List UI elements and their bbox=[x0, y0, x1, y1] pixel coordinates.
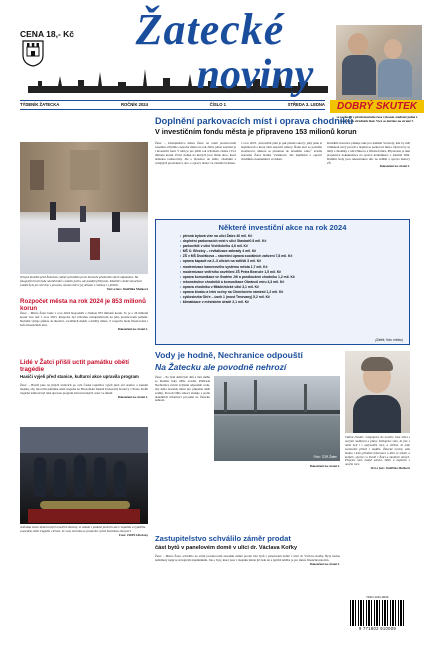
firefighters-photo bbox=[20, 427, 148, 524]
investment-item: • oprava kiosku a letní scény na Chmelovém náměstí 1,2 mil. Kč bbox=[180, 290, 399, 295]
lead-col2-text: v roce 2023. „Investiční plán je pak přesně takový, jaký jsme si naplánovali a který nám sestavili odbory. Řadu akcí se podařilo zrealizovat, některé se přesunou do letošního roku,“ uvedla starostka Žatce Radka Vlasáková. Jde například o opravu chodníků a komunikací ve městě. bbox=[241, 141, 322, 161]
investment-item: • ZŠ v MŠ Dvořákova – stavební úprava sociálních zařízení 7,8 mil. Kč bbox=[180, 254, 399, 259]
approval-title: Zastupitelstvo schválilo záměr prodat bbox=[155, 534, 291, 543]
lead-continue: Dokončení na straně 2. bbox=[379, 164, 410, 169]
masthead-info-bar bbox=[20, 102, 325, 107]
lead-col3-text: Rozsáhlé investice plánuje také pro náměstí Svobody, kde by měl vzniknout nový povrch a doplnit se parkovací místa. Opravit by se měly i chodníky v ulici Husova a Obránců míru. Připravena je také projektová dokumentace na opravu komunikací v lokalitě Jižní. Dalšími body jsou rekonstrukce ulic na sídlišti a oprava budovy ZŠ. Dokončení na straně 2. bbox=[327, 141, 410, 169]
budget-continue: Dokončení na straně 2. bbox=[117, 326, 148, 331]
barcode bbox=[345, 595, 410, 635]
investments-credit: (Zatěk, foto: město) bbox=[375, 338, 403, 342]
investment-item: • MŠ O. Březiny – revitalizace zahrady 4 mil. Kč bbox=[180, 249, 399, 254]
city-coat-of-arms bbox=[22, 40, 44, 67]
water-text-continue: Dokončení na straně 2. bbox=[309, 464, 340, 468]
tragedy-subtitle: Hasiči vyjeli před stanice, kulturní akce upravila program bbox=[20, 374, 139, 379]
investments-box bbox=[155, 219, 410, 345]
masthead-subtitle bbox=[175, 54, 335, 96]
issue-label: ČÍSLO 1 bbox=[209, 102, 226, 107]
investments-title: Některé investiční akce na rok 2024 bbox=[218, 223, 347, 232]
water-photo bbox=[214, 376, 340, 461]
investment-item: • oprava kapacit na 2–3 ulicích na sídlišti 3 mil. Kč bbox=[180, 259, 399, 264]
right-column-text: Vážení čtenáři, vstupujeme do nového roku 2024 s novými nadějemi a plány. Děkujeme vám, že jste s námi byli i v uplynulém roce, a věříme, že nám zachováte přízeň i nadále. Žatecké noviny vám budou i letos přinášet informace o dění ve městě, o kultuře, sportu i o životě v Žatci a okolních obcích. Přejeme vám hodně zdraví, štěstí a úspěchů v novém roce. Text a foto: Jindřiška Mašková bbox=[345, 435, 410, 471]
investment-item: • doplnění parkovacích míst v ulici Stavbařů 8 mil. Kč bbox=[180, 239, 399, 244]
masthead-title bbox=[100, 5, 320, 54]
lead-subtitle: V investičním fondu města je připraveno 153 milionů korun bbox=[155, 127, 357, 136]
water-text: Žatec – Po řadě deštivých dnů a tání sněhu se hladina řeky Ohře zvedla. Přehrada Nechranice začala zvýšeně odpouštět vodu, aby měla dostatek místa pro případné další srážky. Povodí Ohře situaci sleduje a podle aktuálních informací povodně na Žatecku nehrozí. bbox=[155, 375, 210, 403]
volume-label: ROČNÍK 2024 bbox=[120, 102, 148, 107]
investment-item: • klimatizace v městském úřadě 2,1 mil. Kč bbox=[180, 300, 399, 305]
investment-item: • parkoviště v ulici Vrchlického 4,6 mil. Kč bbox=[180, 244, 399, 249]
barcode-number: 9 771802 910009 bbox=[358, 626, 397, 631]
investment-item: • oprava komunikace ve Svatém Jiří a prodloužení chodníku 1,2 mil. Kč bbox=[180, 275, 399, 280]
masthead-rule-top bbox=[20, 100, 325, 101]
lead-photo-caption: Veřejné kluziště před Žateckou radnicí přivábilo první bruslaře především starší odpoledne. Na fotografii bruslí řada návštěvníků v malém počtu, ale později přibývalo. Kluziště v době vánočních svátků bylo po celé dny v provozu, mnoho lidí si jej užívalo s rodinou i s přáteli. Text a foto: Jindřiška Mašková bbox=[20, 275, 148, 291]
lead-photo-credit: Text a foto: Jindřiška Mašková bbox=[106, 286, 148, 291]
promo-badge: DOBRÝ SKUTEK bbox=[330, 100, 424, 113]
approval-continue: Dokončení na straně 2. bbox=[309, 561, 340, 566]
tragedy-continue: Dokončení na straně 2. bbox=[117, 394, 148, 399]
budget-text: Žatec – Město Žatec bude v roce 2024 hospodařit s částkou 853 milionů korun. To je o 26 milionů korun více než v roce 2023. Rozpočet byl schválen zastupitelstvem na jeho prosincovém jednání. Největší výdaje půjdou do školství, sociálních služeb a údržby města. Z rozpočtu bude financována i řada investičních akcí. Dokončení na straně 2. bbox=[20, 311, 148, 331]
investment-item: • modernizace kamerového systému města 1,7 mil. Kč bbox=[180, 265, 399, 270]
investment-item: • oprava chodníku v Mládežnické ulici 3,1 mil. Kč bbox=[180, 285, 399, 290]
investment-item: • modernizace vnitřního osvětlení ZŠ Petra Bezruče 1,5 mil. Kč bbox=[180, 270, 399, 275]
masthead-rule-bottom bbox=[20, 109, 325, 110]
tragedy-text: Žatec – Hasiči jako na jiných stanicích po celé České republice vyjeli před své stanice a zapnuli majáky, aby tak uctili památku obětí tragédie na Filozofické fakultě Univerzity Karlovy v Praze. Kvůli tragické události byl také upraven program silvestrovských oslav ve městě. Dokončení na straně 2. bbox=[20, 383, 148, 399]
price-label: CENA 18,- Kč bbox=[20, 29, 75, 39]
investments-list bbox=[156, 232, 409, 305]
promo-photo bbox=[336, 25, 422, 100]
masthead-title-line1: Žatecké bbox=[135, 5, 285, 54]
date-label: STŘEDA 3. LEDNA bbox=[287, 102, 325, 107]
firefighters-credit: Foto: JSDH Libočany bbox=[119, 532, 148, 537]
lead-title: Doplnění parkovacích míst i oprava chodníků bbox=[155, 116, 354, 126]
right-column-credit: Text a foto: Jindřiška Mašková bbox=[370, 466, 410, 471]
masthead-title-line2: noviny bbox=[196, 52, 314, 98]
budget-title: Rozpočet města na rok 2024 je 853 milionů korun bbox=[20, 298, 146, 312]
weekly-label: TÝDENÍK ŽATECKA bbox=[20, 102, 60, 107]
issn-label: ISSN 1211-0043 bbox=[366, 595, 389, 599]
promo-text: se rozhodli v předvánočním čase vykonat studenti jedné z žateckých středních škol. Více se dočtete na straně 7. bbox=[336, 115, 418, 124]
investment-item: • rekonstrukce chodníků a komunikace Obránců míru 4,3 mil. Kč bbox=[180, 280, 399, 285]
investment-item: • přesná bytová vize na ulici Žatec 40 mil. Kč bbox=[180, 234, 399, 239]
lead-col1-text: Žatec – Zastupitelstvo města Žatec na svém prosincovém zasedání schválilo rozpočet města na rok 2024, jehož součástí je i investiční fond. V něm je pro příští rok schválena částka 153,2 milionu korun. První složku na kterých jsou různé akce, které nebudou realizovány. Jde o investice do silnic, chodníků a veřejných prostranství, ale i o opravy budov ve vlastnictví města. bbox=[155, 141, 236, 165]
firefighters-caption: Jednotka sboru dobrovolných hasičů Libočany se vzdala v podobě pietních akcí i zapálila a vyjádřila sousedem oběti tragédie v Praze. Se svou techniku se postavila i před hasičskou zbrojnici. Foto: JSDH Libočany bbox=[20, 525, 148, 537]
water-title: Vody je hodně, Nechranice odpouští bbox=[155, 350, 303, 360]
barcode-bars bbox=[350, 600, 406, 626]
water-subtitle: Na Žatecku ale povodně nehrozí bbox=[155, 362, 287, 372]
water-photo-credit: Foto: TDR Žatec bbox=[313, 455, 337, 459]
lead-photo-skating bbox=[20, 142, 148, 274]
approval-subtitle: část bytů v panelovém domě v ulici dr. Václava Kořky bbox=[155, 545, 298, 551]
tragedy-title: Lidé v Žatci přišli uctít památku obětí tragédie bbox=[20, 359, 129, 373]
investment-item: • cyklostezka Ohře – úsek 1 (most Trnovany) 5,2 mil. Kč bbox=[180, 295, 399, 300]
portrait-photo bbox=[345, 351, 410, 433]
approval-text: Žatec – Město Žatec schválilo na svém prosincovém zasedání záměr prodat část bytů v panelovém domě v ulici dr. Václava Kořky. Byty budou nabídnuty nejprve stávajícím nájemníkům. Jde o byty, které jsou v majetku města již řadu let a jejichž údržba je pro město finančně náročná. Dokončení na straně 2. bbox=[155, 554, 340, 566]
